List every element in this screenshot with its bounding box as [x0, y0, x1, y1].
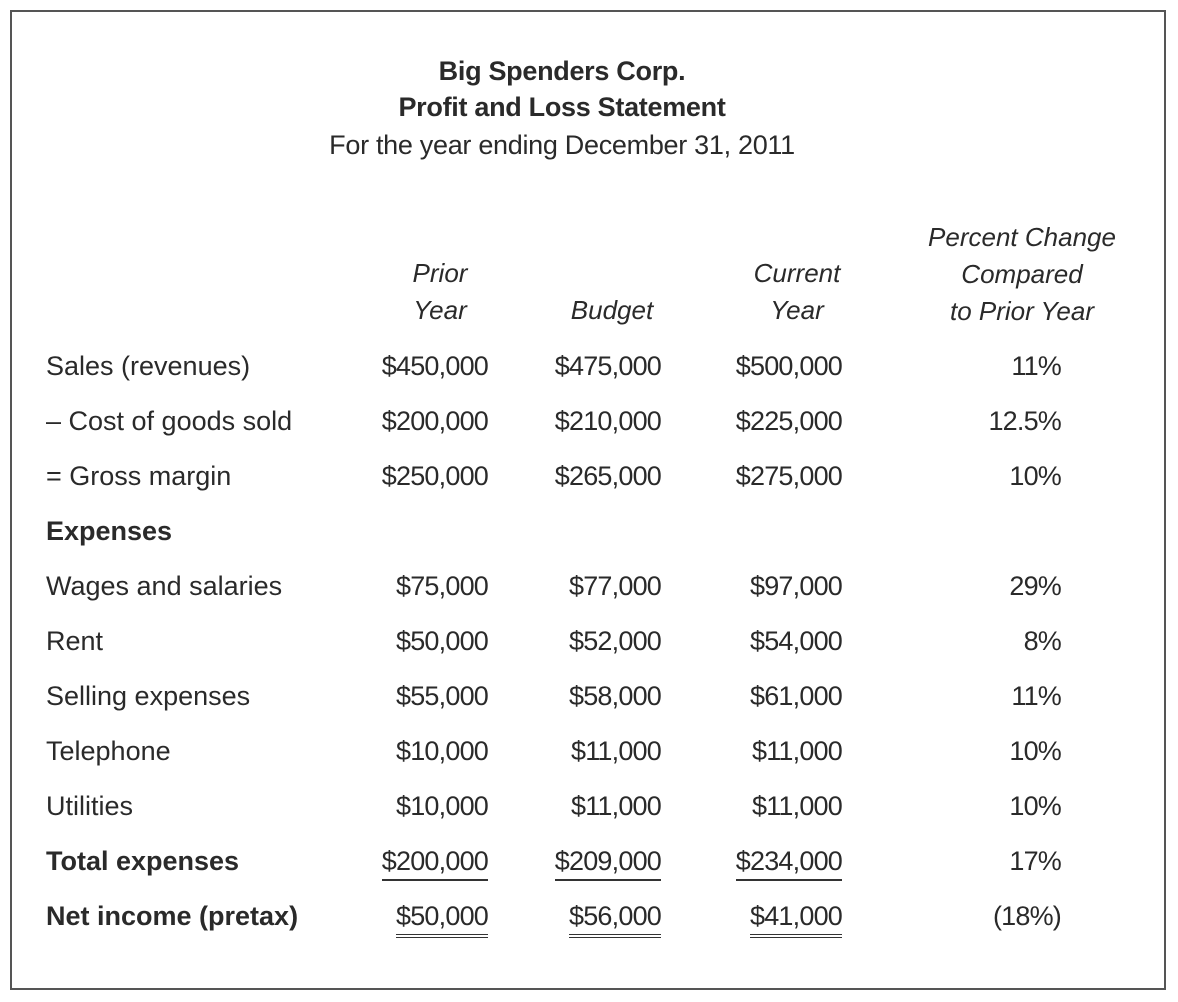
table-row-gross-margin: [12, 461, 1164, 501]
row-label: Total expenses: [46, 846, 240, 876]
prior-year-value: $55,000: [396, 681, 488, 711]
percent-change-value: 11%: [1011, 351, 1061, 381]
row-label: – Cost of goods sold: [46, 406, 293, 436]
budget-value: $475,000: [554, 351, 661, 381]
prior-year-value: $50,000: [396, 901, 488, 938]
budget-value: $209,000: [555, 846, 661, 881]
current-year-value: $500,000: [735, 351, 842, 381]
column-header-percent-change: Percent Change Compared to Prior Year: [928, 222, 1116, 326]
budget-value: $77,000: [569, 571, 661, 601]
table-row-net-income: [12, 901, 1164, 941]
prior-year-value: $75,000: [396, 571, 488, 601]
prior-year-value: $250,000: [381, 461, 488, 491]
prior-year-value: $450,000: [381, 351, 488, 381]
row-label: Utilities: [46, 791, 134, 821]
current-year-value: $61,000: [750, 681, 842, 711]
table-row-sales: [12, 351, 1164, 391]
company-name: Big Spenders Corp.: [438, 56, 686, 86]
percent-change-value: 11%: [1011, 681, 1061, 711]
column-header-prior-year: Prior Year: [412, 258, 468, 325]
percent-change-value: 8%: [1023, 626, 1061, 656]
statement-period: For the year ending December 31, 2011: [329, 130, 795, 160]
row-label: Telephone: [46, 736, 171, 766]
percent-change-value: 17%: [1009, 846, 1061, 876]
table-row-telephone: [12, 736, 1164, 776]
current-year-value: $225,000: [735, 406, 842, 436]
budget-value: $11,000: [571, 736, 661, 766]
budget-value: $11,000: [571, 791, 661, 821]
current-year-value: $54,000: [750, 626, 842, 656]
table-row-total-expenses: [12, 846, 1164, 886]
table-row-cost-of-goods-sold: [12, 406, 1164, 446]
prior-year-value: $200,000: [382, 846, 488, 881]
percent-change-value: 10%: [1009, 461, 1061, 491]
statement-title: Profit and Loss Statement: [398, 92, 726, 122]
budget-value: $210,000: [554, 406, 661, 436]
prior-year-value: $10,000: [396, 736, 488, 766]
statement-frame: [10, 10, 1166, 990]
percent-change-value: 10%: [1009, 791, 1061, 821]
current-year-value: $97,000: [750, 571, 842, 601]
row-label: Wages and salaries: [46, 571, 283, 601]
percent-change-value: 10%: [1009, 736, 1061, 766]
prior-year-value: $50,000: [396, 626, 488, 656]
current-year-value: $11,000: [752, 736, 842, 766]
current-year-value: $234,000: [736, 846, 842, 881]
row-label: Rent: [46, 626, 104, 656]
prior-year-value: $200,000: [381, 406, 488, 436]
expenses-section-heading: [12, 516, 1164, 556]
row-label: Expenses: [46, 516, 173, 546]
percent-change-value: (18%): [992, 901, 1061, 931]
row-label: Selling expenses: [46, 681, 251, 711]
prior-year-value: $10,000: [396, 791, 488, 821]
budget-value: $56,000: [569, 901, 661, 938]
table-row-utilities: [12, 791, 1164, 831]
column-header-budget: Budget: [570, 295, 654, 325]
current-year-value: $11,000: [752, 791, 842, 821]
row-label: = Gross margin: [46, 461, 232, 491]
budget-value: $52,000: [569, 626, 661, 656]
percent-change-value: 12.5%: [988, 406, 1061, 436]
row-label: Sales (revenues): [46, 351, 251, 381]
percent-change-value: 29%: [1009, 571, 1061, 601]
table-row-rent: [12, 626, 1164, 666]
budget-value: $265,000: [554, 461, 661, 491]
current-year-value: $41,000: [750, 901, 842, 938]
budget-value: $58,000: [569, 681, 661, 711]
table-row-selling-expenses: [12, 681, 1164, 721]
current-year-value: $275,000: [735, 461, 842, 491]
column-header-current-year: Current Year: [753, 258, 841, 325]
row-label: Net income (pretax): [46, 901, 299, 931]
table-row-wages-and-salaries: [12, 571, 1164, 611]
